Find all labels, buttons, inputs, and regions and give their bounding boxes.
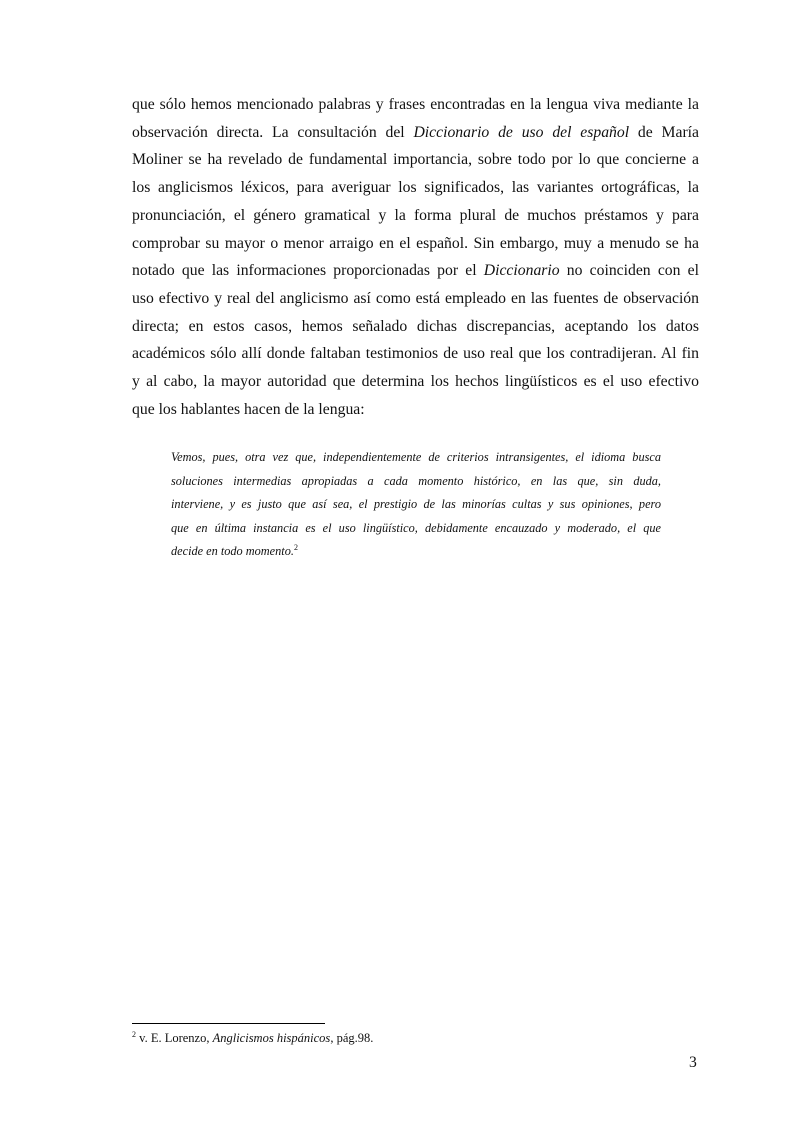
body-line: comprobar su mayor o menor arraigo en el español. Sin embargo, muy a menudo se ha <box>132 234 699 252</box>
body-line: uso efectivo y real del anglicismo así como está empleado en las fuentes de observación <box>132 289 699 307</box>
italic-title: Diccionario de uso del español <box>413 123 630 141</box>
quote-line: interviene, y es justo que así sea, el prestigio de las minorías cultas y sus opiniones, pero <box>171 497 661 511</box>
quote-line: Vemos, pues, otra vez que, independientemente de criterios intransigentes, el idioma busca <box>171 450 661 464</box>
body-line: y al cabo, la mayor autoridad que determina los hechos lingüísticos es el uso efectivo <box>132 373 699 391</box>
block-quote <box>171 446 661 564</box>
quote-line: que en última instancia es el uso lingüístico, debidamente encauzado y moderado, el que <box>171 520 661 535</box>
body-line: Moliner se ha revelado de fundamental importancia, sobre todo por lo que concierne a <box>132 151 699 169</box>
footnote-text-after: , pág.98. <box>330 1031 374 1045</box>
body-line: los anglicismos léxicos, para averiguar los significados, las variantes ortográficas, la <box>132 179 699 197</box>
footnote-separator <box>132 1023 325 1024</box>
body-paragraph <box>132 91 699 423</box>
body-line: que los hablantes hacen de la lengua: <box>132 400 365 418</box>
body-line: observación directa. La consultación del Diccionario de uso del español de María <box>132 123 700 141</box>
body-line: que sólo hemos mencionado palabras y frases encontradas en la lengua viva mediante la <box>132 96 699 113</box>
quote-line: decide en todo momento.$^2$ <box>171 542 298 558</box>
footnote <box>132 1030 373 1046</box>
footnote-title: Anglicismos hispánicos <box>212 1031 331 1045</box>
quote-line: soluciones intermedias apropiadas a cada momento histórico, en las que, sin duda, <box>171 473 661 488</box>
footnote-reference[interactable]: 2 <box>293 542 298 552</box>
footnote-text-before: v. E. Lorenzo, <box>136 1031 213 1045</box>
body-line: directa; en estos casos, hemos señalado dichas discrepancias, aceptando los datos <box>132 317 699 335</box>
footnote-marker: 2 <box>132 1029 136 1039</box>
italic-title: Diccionario <box>483 262 560 280</box>
body-line: pronunciación, el género gramatical y la forma plural de muchos préstamos y para <box>132 206 699 224</box>
body-line: académicos sólo allí donde faltaban testimonios de uso real que los contradijeran. Al fin <box>132 345 699 363</box>
body-line: notado que las informaciones proporcionadas por el Diccionario no coinciden con el <box>132 262 699 280</box>
page-number: 3 <box>689 1054 697 1071</box>
